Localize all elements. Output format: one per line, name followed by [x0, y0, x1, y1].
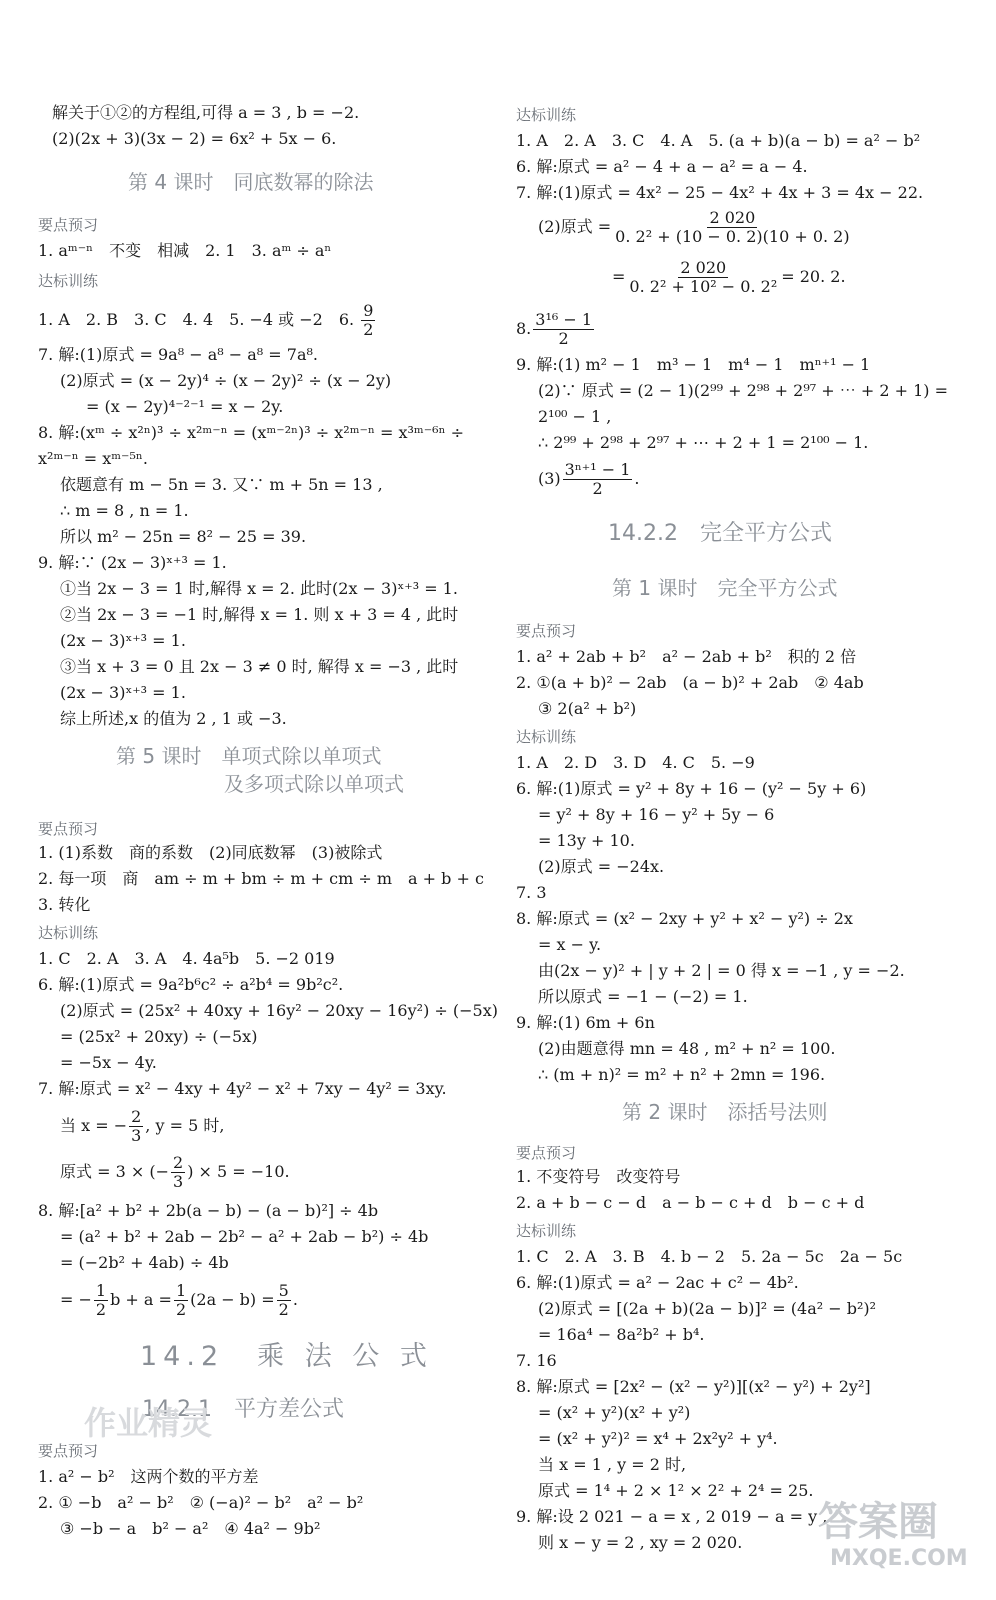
text-line: 所以原式 = −1 − (−2) = 1.	[538, 987, 748, 1006]
text-line: 8. 解:原式 = [2x² − (x² − y²)][(x² − y²) + 2y²]	[516, 1377, 871, 1396]
text-line: = x − y.	[538, 935, 602, 954]
text-line: ①当 2x − 3 = 1 时,解得 x = 2. 此时(2x − 3)ˣ⁺³ = 1.	[60, 579, 458, 598]
text-line: (2)∵ 原式 = (2 − 1)(2⁹⁹ + 2⁹⁸ + 2⁹⁷ + ⋯ + 2 + 1) =	[538, 381, 949, 400]
text-line: = (x − 2y)⁴⁻²⁻¹ = x − 2y.	[86, 397, 284, 416]
text-line: 1. C 2. A 3. A 4. 4a⁵b 5. −2 019	[38, 949, 335, 968]
text-line: = (x² + y²)² = x⁴ + 2x²y² + y⁴.	[538, 1429, 778, 1448]
text-line: 由(2x − y)² + | y + 2 | = 0 得 x = −1 , y = −2.	[538, 961, 905, 980]
text-line: 当 x = − $\frac{2}{3}$ , y = 5 时,	[60, 1107, 225, 1145]
section-tag: 要点预习	[516, 622, 577, 640]
text-line: 1. 不变符号 改变符号	[516, 1167, 681, 1186]
text-line: 2. ①(a + b)² − 2ab (a − b)² + 2ab ② 4ab	[516, 673, 864, 692]
text-line: 所以 m² − 25n = 8² − 25 = 39.	[60, 527, 307, 546]
text-line: = (25x² + 20xy) ÷ (−5x)	[60, 1027, 258, 1046]
text-line: ∴ 2⁹⁹ + 2⁹⁸ + 2⁹⁷ + ⋯ + 2 + 1 = 2¹⁰⁰ − 1.	[538, 433, 869, 452]
text-line: x²ᵐ⁻ⁿ = xᵐ⁻⁵ⁿ.	[38, 449, 148, 468]
text-line: (2)原式 = $\frac{2 020}{\text{0. 2² + (10 − 0. 2)(10 + 0. 2)}}$	[538, 208, 850, 246]
lesson-heading: 第 2 课时 添括号法则	[622, 1100, 828, 1124]
text-line: (2)原式 = [(2a + b)(2a − b)]² = (4a² − b²)²	[538, 1299, 877, 1318]
text-line: = (x² + y²)(x² + y²)	[538, 1403, 691, 1422]
text-line: (2)原式 = (x − 2y)⁴ ÷ (x − 2y)² ÷ (x − 2y)	[60, 371, 392, 390]
fraction: $\frac{5}{2}$	[278, 1281, 289, 1319]
text-line: 7. 解:(1)原式 = 4x² − 25 − 4x² + 4x + 3 = 4x − 22.	[516, 183, 924, 202]
text-line: = $\frac{2 020}{\text{0. 2² + 10² − 0. 2²}}$ = 20. 2.	[612, 258, 846, 296]
lesson-heading: 第 4 课时 同底数幂的除法	[128, 170, 374, 194]
text-line: (3) $\frac{\text{3ⁿ⁺¹ − 1}}{2}$ .	[538, 460, 640, 498]
lesson-heading-cont: 及多项式除以单项式	[224, 772, 404, 796]
text-line: 解关于①②的方程组,可得 a = 3 , b = −2.	[52, 103, 360, 122]
text-line: 7. 解:(1)原式 = 9a⁸ − a⁸ − a⁸ = 7a⁸.	[38, 345, 318, 364]
section-tag: 要点预习	[38, 216, 99, 234]
text-line: 2. 每一项 商 am ÷ m + bm ÷ m + cm ÷ m a + b + c	[38, 869, 484, 888]
text-line: 原式 = 1⁴ + 2 × 1² × 2² + 2⁴ = 25.	[538, 1481, 814, 1500]
section-tag: 要点预习	[38, 820, 99, 838]
text-line: 8. $\frac{\text{3¹⁶ − 1}}{2}$	[516, 310, 593, 348]
fraction: $\frac{2 020}{\text{0. 2² + (10 − 0. 2)(10 + 0. 2)}}$	[615, 208, 850, 246]
lesson-heading: 第 1 课时 完全平方公式	[612, 576, 838, 600]
watermark: 作业精灵	[84, 1404, 213, 1442]
lesson-heading: 第 5 课时 单项式除以单项式	[116, 744, 382, 768]
text-line: 9. 解:(1) 6m + 6n	[516, 1013, 655, 1032]
text-line: ②当 2x − 3 = −1 时,解得 x = 1. 则 x + 3 = 4 , 此时	[60, 605, 459, 624]
text-line: 6. 解:(1)原式 = 9a²b⁶c² ÷ a²b⁴ = 9b²c².	[38, 975, 344, 994]
text-line: 9. 解:设 2 021 − a = x , 2 019 − a = y ,	[516, 1507, 828, 1526]
text-line: (2)原式 = −24x.	[538, 857, 665, 876]
subsection-heading: 14.2.2 完全平方公式	[608, 521, 832, 546]
text-line: 则 x − y = 2 , xy = 2 020.	[538, 1533, 743, 1552]
section-tag: 达标训练	[38, 924, 99, 942]
text-line: = (−2b² + 4ab) ÷ 4b	[60, 1253, 229, 1272]
text-line: 7. 解:原式 = x² − 4xy + 4y² − x² + 7xy − 4y² = 3xy.	[38, 1079, 447, 1098]
text-line: ③当 x + 3 = 0 且 2x − 3 ≠ 0 时, 解得 x = −3 , 此时	[60, 657, 459, 676]
text-line: 9. 解:∵ (2x − 3)ˣ⁺³ = 1.	[38, 553, 227, 572]
section-tag: 达标训练	[516, 728, 577, 746]
fraction: $\frac{2}{3}$	[173, 1153, 184, 1191]
text-line: 1. A 2. B 3. C 4. 4 5. −4 或 −2 6. $\frac{9}{2}$	[38, 301, 374, 339]
text-line: 6. 解:(1)原式 = y² + 8y + 16 − (y² − 5y + 6)	[516, 779, 867, 798]
text-line: 7. 3	[516, 883, 547, 902]
text-line: 2. a + b − c − d a − b − c + d b − c + d	[516, 1193, 865, 1212]
fraction: $\frac{1}{2}$	[175, 1281, 187, 1319]
section-heading: 14.2 乘 法 公 式	[140, 1341, 433, 1372]
fraction: $\frac{2}{3}$	[131, 1107, 142, 1145]
text-line: 8. 解:原式 = (x² − 2xy + y² + x² − y²) ÷ 2x	[516, 909, 853, 928]
text-line: ∴ (m + n)² = m² + n² + 2mn = 196.	[538, 1065, 826, 1084]
text-line: 6. 解:原式 = a² − 4 + a − a² = a − 4.	[516, 157, 808, 176]
text-line: 1. a² − b² 这两个数的平方差	[38, 1467, 259, 1486]
section-tag: 要点预习	[38, 1442, 99, 1460]
text-line: ③ 2(a² + b²)	[538, 699, 637, 718]
text-line: = −5x − 4y.	[60, 1053, 157, 1072]
text-line: 1. a² + 2ab + b² a² − 2ab + b² 积的 2 倍	[516, 647, 857, 666]
section-tag: 达标训练	[38, 272, 99, 290]
text-line: = 13y + 10.	[538, 831, 635, 850]
text-line: 1. A 2. A 3. C 4. A 5. (a + b)(a − b) = a² − b²	[516, 131, 921, 150]
text-line: 1. aᵐ⁻ⁿ 不变 相减 2. 1 3. aᵐ ÷ aⁿ	[38, 241, 332, 260]
text-line: 8. 解:[a² + b² + 2b(a − b) − (a − b)²] ÷ 4b	[38, 1201, 379, 1220]
text-line: 1. (1)系数 商的系数 (2)同底数幂 (3)被除式	[38, 843, 383, 862]
text-line: 2¹⁰⁰ − 1 ,	[538, 407, 612, 426]
text-line: (2x − 3)ˣ⁺³ = 1.	[60, 683, 186, 702]
watermark-logo: 答案圈	[818, 1499, 938, 1545]
text-line: 1. C 2. A 3. B 4. b − 2 5. 2a − 5c 2a − 5c	[516, 1247, 903, 1266]
text-line: 1. A 2. D 3. D 4. C 5. −9	[516, 753, 755, 772]
text-line: 综上所述,x 的值为 2 , 1 或 −3.	[60, 709, 287, 728]
watermark-url: MXQE.COM	[830, 1546, 968, 1571]
fraction: $\frac{\text{3ⁿ⁺¹ − 1}}{2}$	[564, 460, 631, 498]
text-line: 8. 解:(xᵐ ÷ x²ⁿ)³ ÷ x²ᵐ⁻ⁿ = (xᵐ⁻²ⁿ)³ ÷ x²ᵐ⁻ⁿ = x³ᵐ⁻⁶ⁿ ÷	[38, 423, 465, 442]
text-line: = − $\frac{1}{2}$ b + a = $\frac{1}{2}$ (2a − b) = $\frac{5}{2}$ .	[60, 1281, 298, 1319]
fraction: $\frac{\text{3¹⁶ − 1}}{2}$	[535, 310, 593, 348]
text-line: = y² + 8y + 16 − y² + 5y − 6	[538, 805, 775, 824]
text-line: 依题意有 m − 5n = 3. 又∵ m + 5n = 13 ,	[60, 475, 383, 494]
fraction: $\frac{1}{2}$	[95, 1281, 107, 1319]
section-tag: 要点预习	[516, 1144, 577, 1162]
fraction: $\frac{9}{2}$	[363, 301, 374, 339]
text-line: (2)原式 = (25x² + 40xy + 16y² − 20xy − 16y²) ÷ (−5x)	[60, 1001, 498, 1020]
text-line: 原式 = 3 × (− $\frac{2}{3}$ ) × 5 = −10.	[60, 1153, 290, 1191]
text-line: 6. 解:(1)原式 = a² − 2ac + c² − 4b².	[516, 1273, 799, 1292]
subsection-heading: 14.2.1 平方差公式	[142, 1397, 344, 1422]
text-line: 2. ① −b a² − b² ② (−a)² − b² a² − b²	[38, 1493, 364, 1512]
text-line: (2)由题意得 mn = 48 , m² + n² = 100.	[538, 1039, 836, 1058]
text-line: 3. 转化	[38, 895, 91, 914]
text-line: ∴ m = 8 , n = 1.	[60, 501, 189, 520]
text-line: 9. 解:(1) m² − 1 m³ − 1 m⁴ − 1 mⁿ⁺¹ − 1	[516, 355, 871, 374]
text-line: 7. 16	[516, 1351, 557, 1370]
text-line: (2x − 3)ˣ⁺³ = 1.	[60, 631, 186, 650]
text-line: = (a² + b² + 2ab − 2b² − a² + 2ab − b²) ÷ 4b	[60, 1227, 429, 1246]
text-line: ③ −b − a b² − a² ④ 4a² − 9b²	[60, 1519, 321, 1538]
text-line: = 16a⁴ − 8a²b² + b⁴.	[538, 1325, 705, 1344]
text-line: (2)(2x + 3)(3x − 2) = 6x² + 5x − 6.	[52, 129, 337, 148]
section-tag: 达标训练	[516, 1222, 577, 1240]
section-tag: 达标训练	[516, 106, 577, 124]
fraction: $\frac{2 020}{\text{0. 2² + 10² − 0. 2²}}$	[629, 258, 778, 296]
text-line: 当 x = 1 , y = 2 时,	[538, 1455, 687, 1474]
